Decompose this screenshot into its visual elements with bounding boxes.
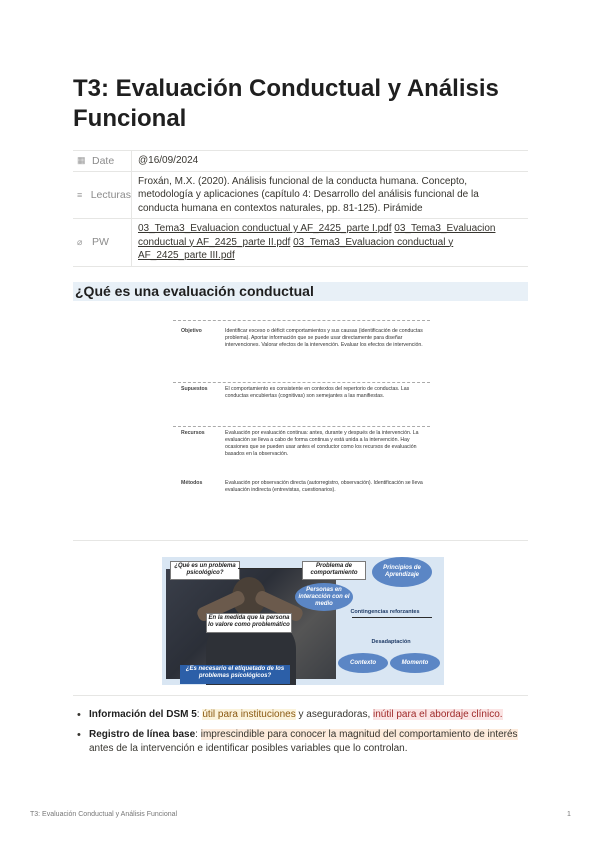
table-row-value: El comportamiento es consistente en contextos del repertorio de conductas. Las conductas encubiertas (cognitivas) son semejantes a las manifiestas. [225, 386, 410, 399]
table-row-value: Evaluación por observación directa (autorregistro, observación). Identificación se lleva evaluación indirecta (entrevistas, cuestionarios). [225, 480, 423, 493]
principles-oval: Principios de Aprendizaje [372, 557, 432, 587]
table-row-value: Evaluación por evaluación continua: antes, durante y después de la intervención. La evaluación se lleva a cabo de forma continua y está unida a la intervención. Hay ocasiones que se pueden usar antes el conductor como los recursos de evaluación basados en la observación. [225, 430, 419, 457]
maladaptation-label: Desadaptación [371, 639, 411, 645]
table-row-key: Recursos [181, 430, 205, 436]
text-lines-icon: ≡ [77, 189, 83, 200]
context-oval: Contexto [338, 653, 388, 673]
labeling-question-box: ¿Es necesario el etiquetado de los problemas psicológicos? [180, 665, 290, 684]
calendar-icon: ▦ [77, 155, 86, 166]
moment-oval: Momento [390, 653, 440, 673]
property-key-date: Date [92, 154, 115, 167]
list-item: • Registro de línea base: imprescindible para conocer la magnitud del comportamiento de interés antes de la intervención e identificar posibles variables que lo controlan. [73, 728, 533, 756]
bullet-list [73, 708, 533, 762]
paperclip-icon: ⌀ [77, 236, 83, 247]
page-title: T3: Evaluación Conductual y Análisis Funcional [73, 75, 499, 132]
list-item: • Información del DSM 5: útil para instituciones y aseguradoras, inútil para el abordaje clínico. [73, 708, 533, 722]
table-row-key: Métodos [181, 480, 203, 486]
pdf-link-part-2[interactable]: 03_Tema3_Evaluacion conductual y AF_2425_parte II.pdf [138, 223, 496, 248]
divider [73, 540, 528, 541]
property-key-pw: PW [92, 236, 109, 249]
arrow [238, 568, 302, 569]
table-row-key: Objetivo [181, 328, 202, 334]
problem-diagram [162, 557, 444, 685]
property-pw [73, 219, 528, 267]
extent-box: En la medida que la persona lo valore como problemático [206, 613, 292, 633]
property-value-date[interactable]: @16/09/2024 [138, 155, 199, 166]
property-key-lecturas: Lecturas [90, 188, 131, 201]
section-heading: ¿Qué es una evaluación conductual [73, 282, 528, 301]
arrow [352, 617, 432, 618]
page-number: 1 [567, 811, 571, 818]
pdf-link-part-1[interactable]: 03_Tema3_Evaluacion conductual y AF_2425_parte I.pdf [138, 223, 392, 234]
divider [73, 695, 528, 696]
table-divider [173, 382, 430, 383]
interaction-oval: Personas en interacción con el medio [295, 583, 353, 611]
properties-table [73, 150, 528, 267]
pdf-link-part-3[interactable]: 03_Tema3_Evaluacion conductual y AF_2425_parte III.pdf [138, 236, 454, 261]
property-value-lecturas: Froxán, M.X. (2020). Análisis funcional de la conducta humana. Concepto, metodología y aplicaciones (capítulo 4: Desarrollo del análisis funcional de la conducta humana en contextos naturales, pp. 81-125). Pirámide [138, 175, 479, 214]
evaluation-table-image [173, 320, 430, 502]
property-lecturas [73, 172, 528, 220]
question-problem-box: ¿Qué es un problema psicológico? [170, 561, 240, 580]
table-divider [173, 320, 430, 321]
problem-behavior-box: Problema de comportamiento [302, 561, 366, 580]
table-divider [173, 426, 430, 427]
table-row-key: Supuestos [181, 386, 208, 392]
property-date [73, 151, 528, 172]
reinforcement-label: Contingencias reforzantes [350, 609, 420, 615]
table-row-value: Identificar exceso o déficit comportamientos y sus causas (identificación de conductas problema). Aportar información que se puede usar directamente para diseñar intervenciones. Valorar efectos de la intervención. Evaluar los efectos de intervención. [225, 328, 423, 348]
footer-title: T3: Evaluación Conductual y Análisis Funcional [30, 811, 178, 818]
